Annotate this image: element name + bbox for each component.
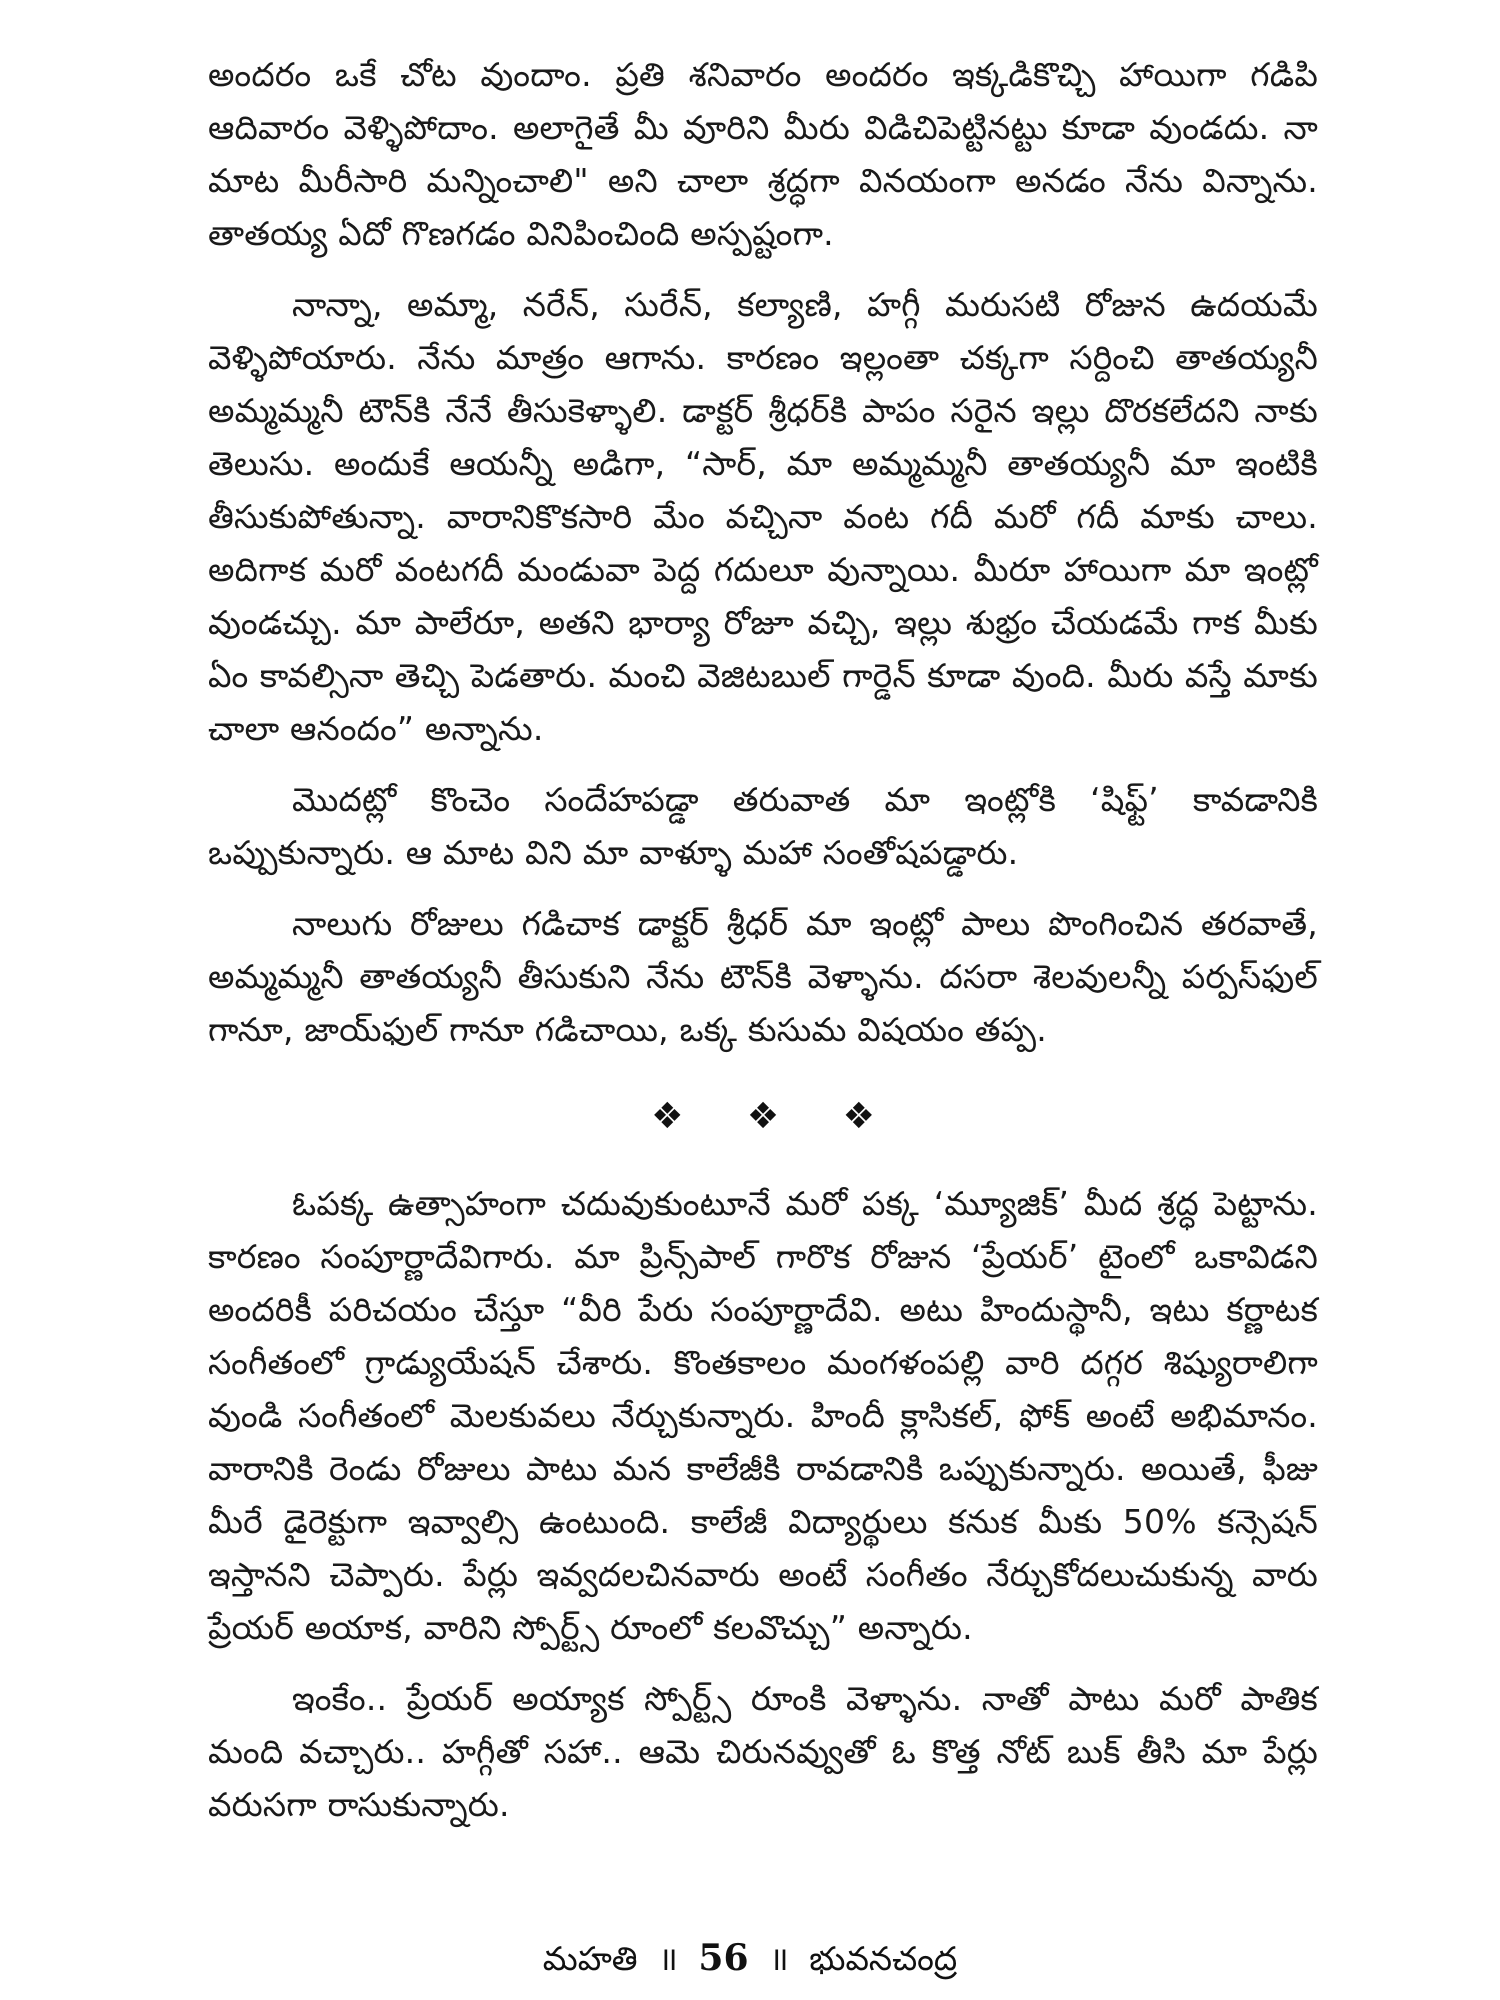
paragraph-2: నాన్నా, అమ్మా, నరేన్, సురేన్, కల్యాణి, హగ్గీ మరుసటి రోజున ఉదయమే వెళ్ళిపోయారు. నేను మాత్రం ఆగాను. కారణం ఇల్లంతా చక్కగా సర్దించి తాతయ్యనీ అమ్మమ్మనీ టౌన్‌కి నేనే తీసుకెళ్ళాలి. డాక్టర్ శ్రీధర్‌కి పాపం సరైన ఇల్లు దొరకలేదని నాకు తెలుసు. అందుకే ఆయన్నీ అడిగా, “సార్, మా అమ్మమ్మనీ తాతయ్యనీ మా ఇంటికి తీసుకుపోతున్నా. వారానికొకసారి మేం వచ్చినా వంట గదీ మరో గదీ మాకు చాలు. అదిగాక మరో వంటగదీ మండువా పెద్ద గదులూ వున్నాయి. మీరూ హాయిగా మా ఇంట్లో వుండచ్చు. మా పాలేరూ, అతని భార్యా రోజూ వచ్చి, ఇల్లు శుభ్రం చేయడమే గాక మీకు ఏం కావల్సినా తెచ్చి పెడతారు. మంచి వెజిటబుల్ గార్డెన్ కూడా వుంది. మీరు వస్తే మాకు చాలా ఆనందం” అన్నాను. [208, 285, 1318, 748]
paragraph-4: నాలుగు రోజులు గడిచాక డాక్టర్ శ్రీధర్ మా ఇంట్లో పాలు పొంగించిన తరవాతే, అమ్మమ్మనీ తాతయ్యనీ తీసుకుని నేను టౌన్‌కి వెళ్ళాను. దసరా శెలవులన్నీ పర్పస్‌ఫుల్ గానూ, జాయ్‌ఫుల్ గానూ గడిచాయి, ఒక్క కుసుమ విషయం తప్ప. [208, 904, 1318, 1049]
paragraph-1: అందరం ఒకే చోట వుందాం. ప్రతి శనివారం అందరం ఇక్కడికొచ్చి హాయిగా గడిపి ఆదివారం వెళ్ళిపోదాం. అలాగైతే మీ వూరిని మీరు విడిచిపెట్టినట్టు కూడా వుండదు. నా మాట మీరీసారి మన్నించాలి" అని చాలా శ్రద్ధగా వినయంగా అనడం నేను విన్నాను. తాతయ్య ఏదో గొణగడం వినిపించింది అస్పష్టంగా. [208, 55, 1318, 253]
paragraph-3: మొదట్లో కొంచెం సందేహపడ్డా తరువాత మా ఇంట్లోకి ‘షిఫ్ట్’ కావడానికి ఒప్పుకున్నారు. ఆ మాట విని మా వాళ్ళూ మహా సంతోషపడ్డారు. [208, 780, 1318, 872]
footer-divider-left: ॥ [658, 1939, 678, 1978]
page-number: 56 [698, 1937, 749, 1979]
footer-author: భువనచంద్ర [809, 1939, 958, 1978]
footer-divider-right: ॥ [769, 1939, 789, 1978]
paragraph-5: ఓపక్క ఉత్సాహంగా చదువుకుంటూనే మరో పక్క ‘మ్యూజిక్’ మీద శ్రద్ధ పెట్టాను. కారణం సంపూర్ణాదేవిగారు. మా ప్రిన్స్‌పాల్ గారొక రోజున ‘ప్రేయర్’ టైంలో ఒకావిడని అందరికీ పరిచయం చేస్తూ “వీరి పేరు సంపూర్ణాదేవి. అటు హిందుస్థానీ, ఇటు కర్ణాటక సంగీతంలో గ్రాడ్యుయేషన్ చేశారు. కొంతకాలం మంగళంపల్లి వారి దగ్గర శిష్యురాలిగా వుండి సంగీతంలో మెలకువలు నేర్చుకున్నారు. హిందీ క్లాసికల్, ఫోక్ అంటే అభిమానం. వారానికి రెండు రోజులు పాటు మన కాలేజీకి రావడానికి ఒప్పుకున్నారు. అయితే, ఫీజు మీరే డైరెక్టుగా ఇవ్వాల్సి ఉంటుంది. కాలేజీ విద్యార్థులు కనుక మీకు 50% కన్సెషన్ ఇస్తానని చెప్పారు. పేర్లు ఇవ్వదలచినవారు అంటే సంగీతం నేర్చుకోదలుచుకున్న వారు ప్రేయర్ అయాక, వారిని స్పోర్ట్స్ రూంలో కలవొచ్చు” అన్నారు. [208, 1184, 1318, 1647]
paragraph-6: ఇంకేం.. ప్రేయర్ అయ్యాక స్పోర్ట్స్ రూంకి వెళ్ళాను. నాతో పాటు మరో పాతిక మంది వచ్చారు.. హగ్గీతో సహా.. ఆమె చిరునవ్వుతో ఓ కొత్త నోట్ బుక్ తీసి మా పేర్లు వరుసగా రాసుకున్నారు. [208, 1679, 1318, 1824]
footer-book-title: మహతి [542, 1939, 638, 1978]
book-page [208, 48, 1318, 1948]
section-separator-icon: ❖ ❖ ❖ [651, 1096, 901, 1137]
page-footer [0, 1935, 1500, 1986]
